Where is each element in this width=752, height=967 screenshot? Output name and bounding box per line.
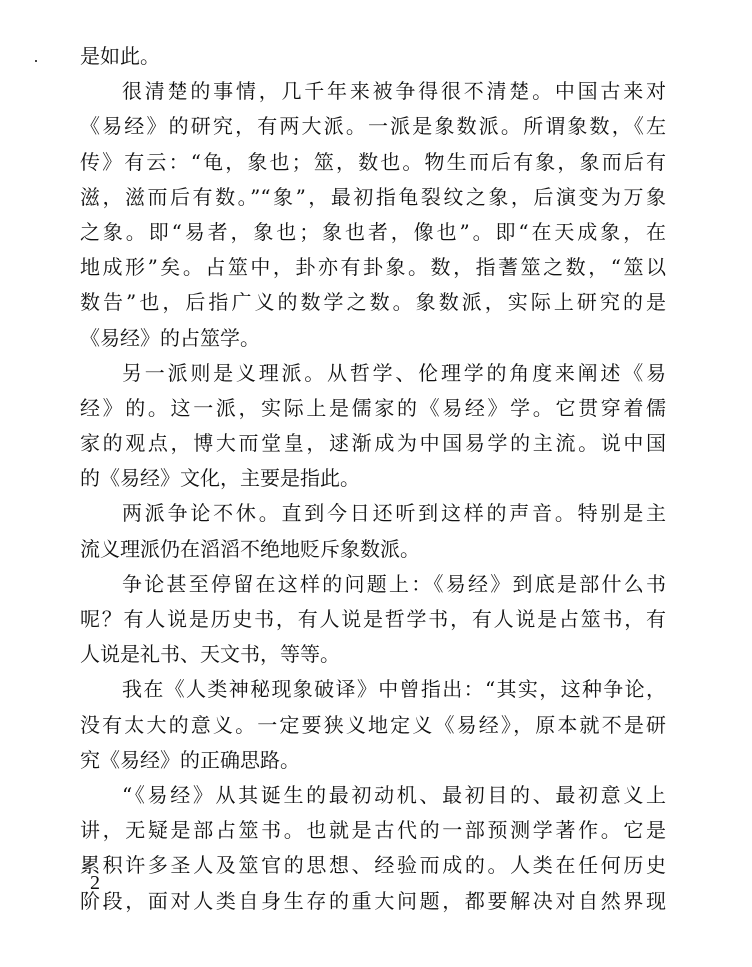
text-line: 家的观点，博大而堂皇，逑渐成为中国易学的主流。说中国 xyxy=(80,431,666,456)
text-line: 传》有云：“龟，象也；筮，数也。物生而后有象，象而后有 xyxy=(80,149,666,174)
text-line: 我在《人类神秘现象破译》中曾指出：“其实，这种争论， xyxy=(122,677,666,702)
text-line: 两派争论不休。直到今日还听到这样的声音。特别是主 xyxy=(122,501,666,526)
text-line: 没有太大的意义。一定要狭义地定义《易经》，原本就不是研 xyxy=(80,712,666,737)
text-line: 数告”也，后指广义的数学之数。象数派，实际上研究的是 xyxy=(80,290,666,315)
text-line: 之象。即“易者，象也；象也者，像也”。即“在天成象，在 xyxy=(80,219,666,244)
text-line: 究《易经》的正确思路。 xyxy=(80,747,300,772)
text-line: 地成形”矣。占筮中，卦亦有卦象。数，指蓍筮之数，“筮以 xyxy=(80,255,666,280)
text-line: “《易经》从其诞生的最初动机、最初目的、最初意义上 xyxy=(122,782,666,807)
text-line: 是如此。 xyxy=(80,44,160,68)
text-line: 的《易经》文化，主要是指此。 xyxy=(80,466,360,491)
text-line: 累积许多圣人及筮官的思想、经验而成的。人类在任何历史 xyxy=(80,853,666,878)
text-line: 经》的。这一派，实际上是儒家的《易经》学。它贯穿着儒 xyxy=(80,395,666,420)
text-line: 《易经》的占筮学。 xyxy=(80,325,260,350)
text-line: 滋，滋而后有数。”“象”，最初指龟裂纹之象，后演变为万象 xyxy=(80,184,666,209)
page-body xyxy=(80,39,666,919)
text-line: 阶段，面对人类自身生存的重大问题，都要解决对自然界现 xyxy=(80,888,666,913)
text-line: 呢？有人说是历史书，有人说是哲学书，有人说是占筮书，有 xyxy=(80,607,666,631)
text-line: 讲，无疑是部占筮书。也就是古代的一部预测学著作。它是 xyxy=(80,818,666,843)
text-line: 流义理派仍在滔滔不绝地贬斥象数派。 xyxy=(80,536,420,561)
scan-speck xyxy=(35,60,37,62)
text-line: 另一派则是义理派。从哲学、伦理学的角度来阐述《易 xyxy=(122,360,666,385)
text-line: 《易经》的研究，有两大派。一派是象数派。所谓象数，《左 xyxy=(80,114,666,139)
text-line: 争论甚至停留在这样的问题上：《易经》到底是部什么书 xyxy=(122,571,666,596)
page-number: 2 xyxy=(90,872,100,894)
text-line: 人说是礼书、天文书，等等。 xyxy=(80,642,340,667)
text-line: 很清楚的事情，几千年来被争得很不清楚。中国古来对 xyxy=(122,79,666,104)
